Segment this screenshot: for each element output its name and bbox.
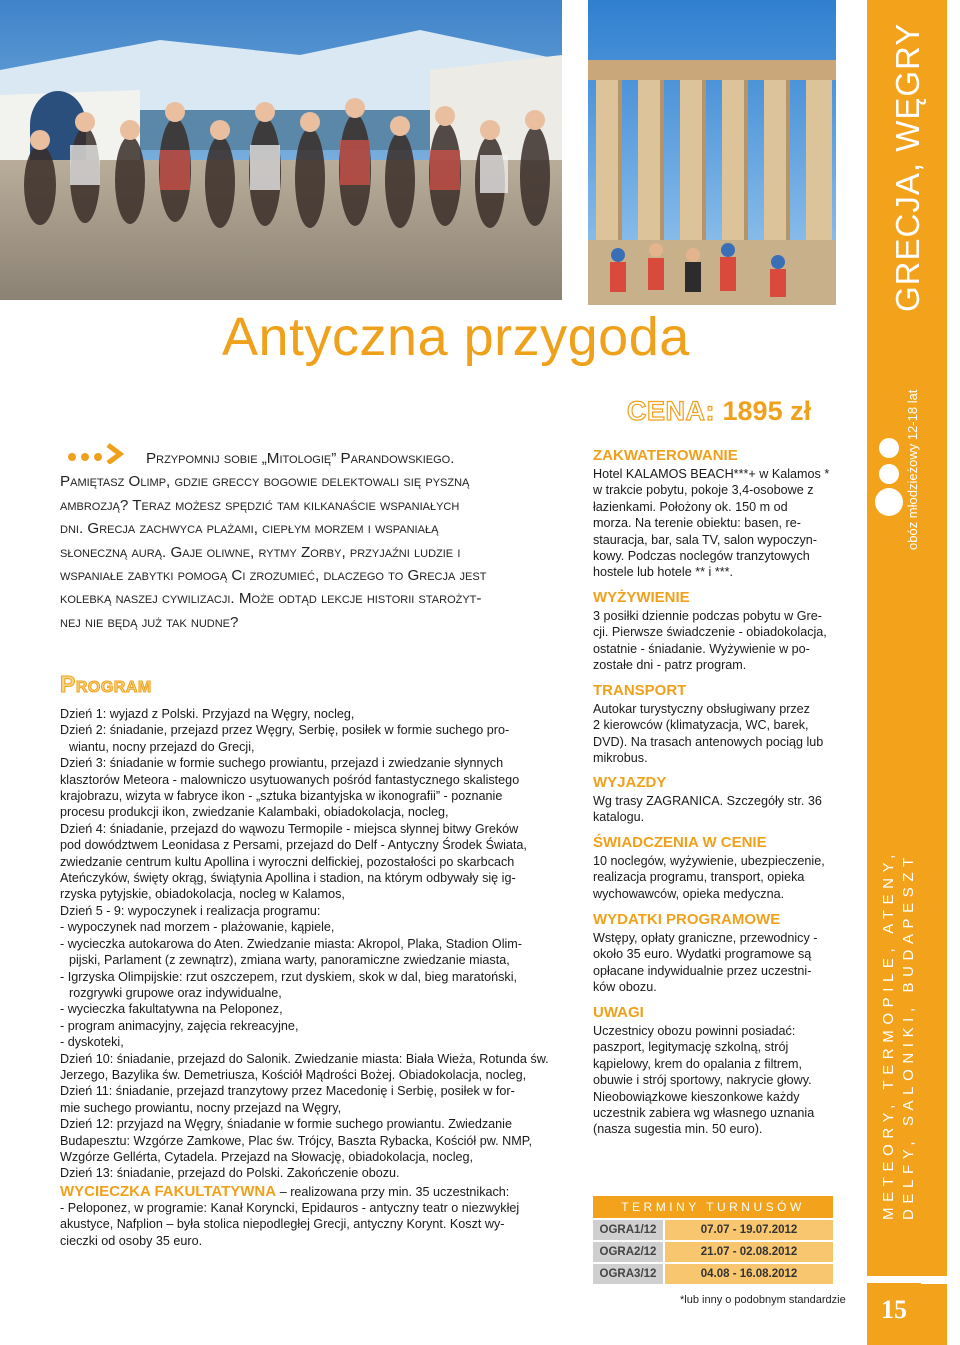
footnote: *lub inny o podobnym standardzie — [680, 1294, 846, 1306]
group-photo — [0, 0, 562, 300]
turnus-dates: 21.07 - 02.08.2012 — [665, 1242, 833, 1262]
section-heading: WYŻYWIENIE — [593, 589, 690, 606]
section-line: wychowawców, opieka medyczna. — [593, 886, 785, 901]
excursion-line: - Peloponez, w programie: Kanał Koryncki, Epidauros - antyczny teatr o niezwykłej — [60, 1201, 520, 1215]
program-line: Dzień 1: wyjazd z Polski. Przyjazd na Węgry, nocleg, — [60, 707, 355, 721]
section-line: Wg trasy ZAGRANICA. Szczegóły str. 36 — [593, 794, 822, 808]
section-expenses — [593, 911, 833, 996]
program-heading: Program — [60, 671, 152, 697]
section-line: łazienkami. Położony ok. 150 m od — [593, 499, 788, 514]
program-line: rozgrywki grupowe oraz indywidualne, — [69, 985, 282, 1000]
section-line: około 35 euro. Wydatki programowe są — [593, 947, 812, 962]
acropolis-photo — [588, 0, 836, 305]
section-line: 2 kierowców (klimatyzacja, WC, barek, — [593, 718, 809, 733]
dates-table-heading: TERMINY TURNUSÓW — [593, 1196, 833, 1218]
program-line: Wzgórze Gellérta, Cytadela. Przejazd na Słowację, obiadokolacja, nocleg, — [60, 1149, 474, 1164]
program-line: - wycieczka fakultatywna na Peloponez, — [60, 1002, 283, 1017]
intro-line: ambrozją? Teraz możesz spędzić tam kilkanaście wspaniałych — [60, 496, 460, 514]
price-value: 1895 zł — [722, 396, 812, 426]
program-line: Dzień 13: śniadanie, przejazd do Polski. Zakończenie obozu. — [60, 1166, 400, 1181]
program-line: - wypoczynek nad morzem - plażowanie, kąpiele, — [60, 920, 335, 935]
section-line: Autokar turystyczny obsługiwany przez — [593, 702, 810, 716]
section-line: ków obozu. — [593, 980, 657, 995]
program-line: Dzień 12: przyjazd na Węgry, śniadanie w formie suchego prowiantu. Zwiedzanie — [60, 1117, 512, 1132]
program-line: zwiedzanie centrum kultu Apollina i wyroczni delfickiej, pozostałości po skarbcach — [60, 854, 515, 869]
program-line: Dzień 5 - 9: wypoczynek i realizacja programu: — [60, 903, 321, 918]
section-departures — [593, 774, 833, 826]
section-line: obuwie i strój sportowy, nakrycie głowy. — [593, 1073, 812, 1088]
section-line: opłacane indywidualnie przez uczestni- — [593, 963, 812, 978]
program-line: Jerzego, Bazylika św. Demetriusza, Kościół Mądrości Bożej. Obiadokolacja, nocleg, — [60, 1067, 527, 1082]
intro-line: nej nie będą już tak nudne? — [60, 613, 239, 631]
section-heading: WYDATKI PROGRAMOWE — [593, 911, 781, 928]
program-line: pod dowództwem Leonidasa z Persami, przejazd do Delf - Antyczny Środek Świata, — [60, 838, 527, 853]
section-line: uczestnik zabiera wg własnego uznania — [593, 1106, 815, 1121]
section-notes — [593, 1004, 833, 1138]
program-line: wiantu, nocny przejazd do Grecji, — [69, 739, 255, 754]
section-line: paszport, legitymację szkolną, strój — [593, 1040, 789, 1055]
dots-icon — [869, 430, 909, 550]
price-label: CENA: — [627, 396, 715, 426]
section-line: 3 posiłki dziennie podczas pobytu w Gre- — [593, 609, 822, 623]
section-line: katalogu. — [593, 810, 645, 825]
section-line: 10 noclegów, wyżywienie, ubezpieczenie, — [593, 854, 825, 868]
program-line: klasztorów Meteora - malowniczo usytuowanych pośród fantastycznego skalistego — [60, 772, 520, 787]
intro-line: Pamiętasz Olimp, gdzie greccy bogowie delektowali się pyszną — [60, 473, 470, 491]
program-line: Dzień 11: śniadanie, przejazd tranzytowy przez Macedonię i Serbię, posiłek w for- — [60, 1084, 515, 1099]
excursion-title: WYCIECZKA FAKULTATYWNA — [60, 1183, 276, 1200]
table-row — [593, 1242, 833, 1262]
section-line: realizacja programu, transport, opieka — [593, 870, 805, 885]
section-line: cji. Pierwsze świadczenie - obiadokolacja, — [593, 625, 827, 640]
excursion-line: akustyce, Nafplion – była stolica niepodległej Grecji, antyczny Korynt. Koszt wy- — [60, 1217, 505, 1232]
intro-line: słoneczną aurą. Gaje oliwne, rytmy Zorby, przyjaźni ludzie i — [60, 543, 461, 561]
program-line: Dzień 2: śniadanie, przejazd przez Węgry, Serbię, posiłek w formie suchego pro- — [60, 723, 510, 738]
section-line: Wstępy, opłaty graniczne, przewodnicy - — [593, 931, 818, 945]
sidebar-route-line2: DELFY, SALONIKI, BUDAPESZT — [900, 852, 917, 1220]
excursion-line: cieczki od osoby 35 euro. — [60, 1233, 203, 1248]
excursion-text — [60, 1200, 560, 1249]
program-line: krajobrazu, wizyta w fabryce ikon - „sztuka bizantyjska w ikonografii” - poznanie — [60, 789, 503, 804]
program-line: rzyska pytyjskie, obiadokolacja, nocleg w Kalamos, — [60, 887, 345, 902]
intro-line: Przypomnij sobie „Mitologię” Parandowskiego. — [146, 450, 455, 467]
program-line: - dyskoteki, — [60, 1035, 124, 1050]
section-line: zostałe dni - patrz program. — [593, 658, 747, 673]
section-line: kowy. Podczas noclegów tranzytowych — [593, 549, 810, 564]
program-line: Dzień 4: śniadanie, przejazd do wąwozu Termopile - miejsca słynnej bitwy Greków — [60, 821, 519, 836]
section-line: mikrobus. — [593, 751, 648, 766]
program-line: - wycieczka autokarowa do Aten. Zwiedzanie miasta: Akropol, Plaka, Stadion Olim- — [60, 936, 522, 951]
section-line: hostele lub hotele ** i ***. — [593, 565, 734, 580]
section-accommodation — [593, 447, 833, 581]
program-line: pijski, Parlament (z zewnątrz), zmiana warty, panoramiczne zwiedzanie miasta, — [69, 953, 510, 968]
sidebar-route-line1: METEORY, TERMOPILE, ATENY, — [880, 849, 897, 1220]
sidebar-country: GRECJA, WĘGRY — [889, 22, 926, 312]
section-line: ostatnie - śniadanie. Wyżywienie w po- — [593, 641, 810, 656]
turnus-dates: 07.07 - 19.07.2012 — [665, 1220, 833, 1240]
section-line: kąpielowy, krem do opalania z filtrem, — [593, 1056, 803, 1071]
section-heading: ŚWIADCZENIA W CENIE — [593, 834, 767, 851]
excursion-note: – realizowana przy min. 35 uczestnikach: — [279, 1185, 510, 1199]
program-line: Budapesztu: Wzgórze Zamkowe, Plac św. Trójcy, Baszta Rybacka, Kościół pw. NMP, — [60, 1133, 532, 1148]
table-row — [593, 1264, 833, 1284]
page-title: Antyczna przygoda — [222, 307, 690, 367]
turnus-code: OGRA2/12 — [593, 1242, 663, 1262]
program-text — [60, 706, 560, 1182]
turnus-code: OGRA1/12 — [593, 1220, 663, 1240]
section-transport — [593, 682, 833, 767]
section-line: Nieobowiązkowe kieszonkowe każdy — [593, 1089, 800, 1104]
section-heading: TRANSPORT — [593, 682, 687, 699]
turnus-dates: 04.08 - 16.08.2012 — [665, 1264, 833, 1284]
section-line: Uczestnicy obozu powinni posiadać: — [593, 1024, 796, 1038]
turnus-code: OGRA3/12 — [593, 1264, 663, 1284]
program-line: Dzień 3: śniadanie w formie suchego prowiantu, przejazd i zwiedzanie słynnych — [60, 756, 504, 771]
program-line: mie suchego prowiantu, nocny przejazd na Węgry, — [60, 1100, 342, 1115]
page-number: 15 — [867, 1283, 921, 1337]
section-line: Hotel KALAMOS BEACH***+ w Kalamos * — [593, 467, 830, 481]
section-included — [593, 834, 833, 902]
program-line: Dzień 10: śniadanie, przejazd do Salonik. Zwiedzanie miasta: Biała Wieża, Rotunda św. — [60, 1051, 549, 1066]
program-line: - Igrzyska Olimpijskie: rzut oszczepem, rzut dyskiem, skok w dal, bieg maratoński, — [60, 969, 518, 984]
program-line: procesu produkcji ikon, zwiedzanie Kalambaki, obiadokolacja, nocleg, — [60, 805, 449, 820]
program-line: - program animacyjny, zajęcia rekreacyjne, — [60, 1018, 299, 1033]
section-line: stauracja, bar, sala TV, salon wypoczyn- — [593, 532, 818, 547]
section-heading: ZAKWATEROWANIE — [593, 447, 738, 464]
excursion-heading — [60, 1183, 509, 1200]
dates-table — [593, 1196, 833, 1284]
intro-text — [60, 447, 560, 634]
section-line: w trakcie pobytu, pokoje 3,4-osobowe z — [593, 483, 814, 498]
section-line: morza. Na terenie obiektu: basen, re- — [593, 516, 801, 531]
section-line: (nasza sugestia min. 50 euro). — [593, 1122, 763, 1137]
section-line: DVD). Na trasach antenowych pociąg lub — [593, 734, 824, 749]
intro-line: dni. Grecja zachwyca plażami, ciepłym morzem i wspaniałą — [60, 520, 439, 538]
program-line: Ateńczyków, święty okrąg, świątynia Apollina i stadion, na którym odbywały się ig- — [60, 871, 516, 886]
sidebar-camp-type: obóz młodzieżowy 12-18 lat — [905, 389, 920, 550]
table-row — [593, 1220, 833, 1240]
section-meals — [593, 589, 833, 674]
section-heading: WYJAZDY — [593, 774, 667, 791]
price — [627, 396, 811, 427]
intro-line: wspaniałe zabytki pomogą Ci zrozumieć, dlaczego to Grecja jest — [60, 567, 487, 585]
intro-line: kolebką naszej cywilizacji. Może odtąd lekcje historii starożyt- — [60, 590, 482, 608]
section-heading: UWAGI — [593, 1004, 644, 1021]
